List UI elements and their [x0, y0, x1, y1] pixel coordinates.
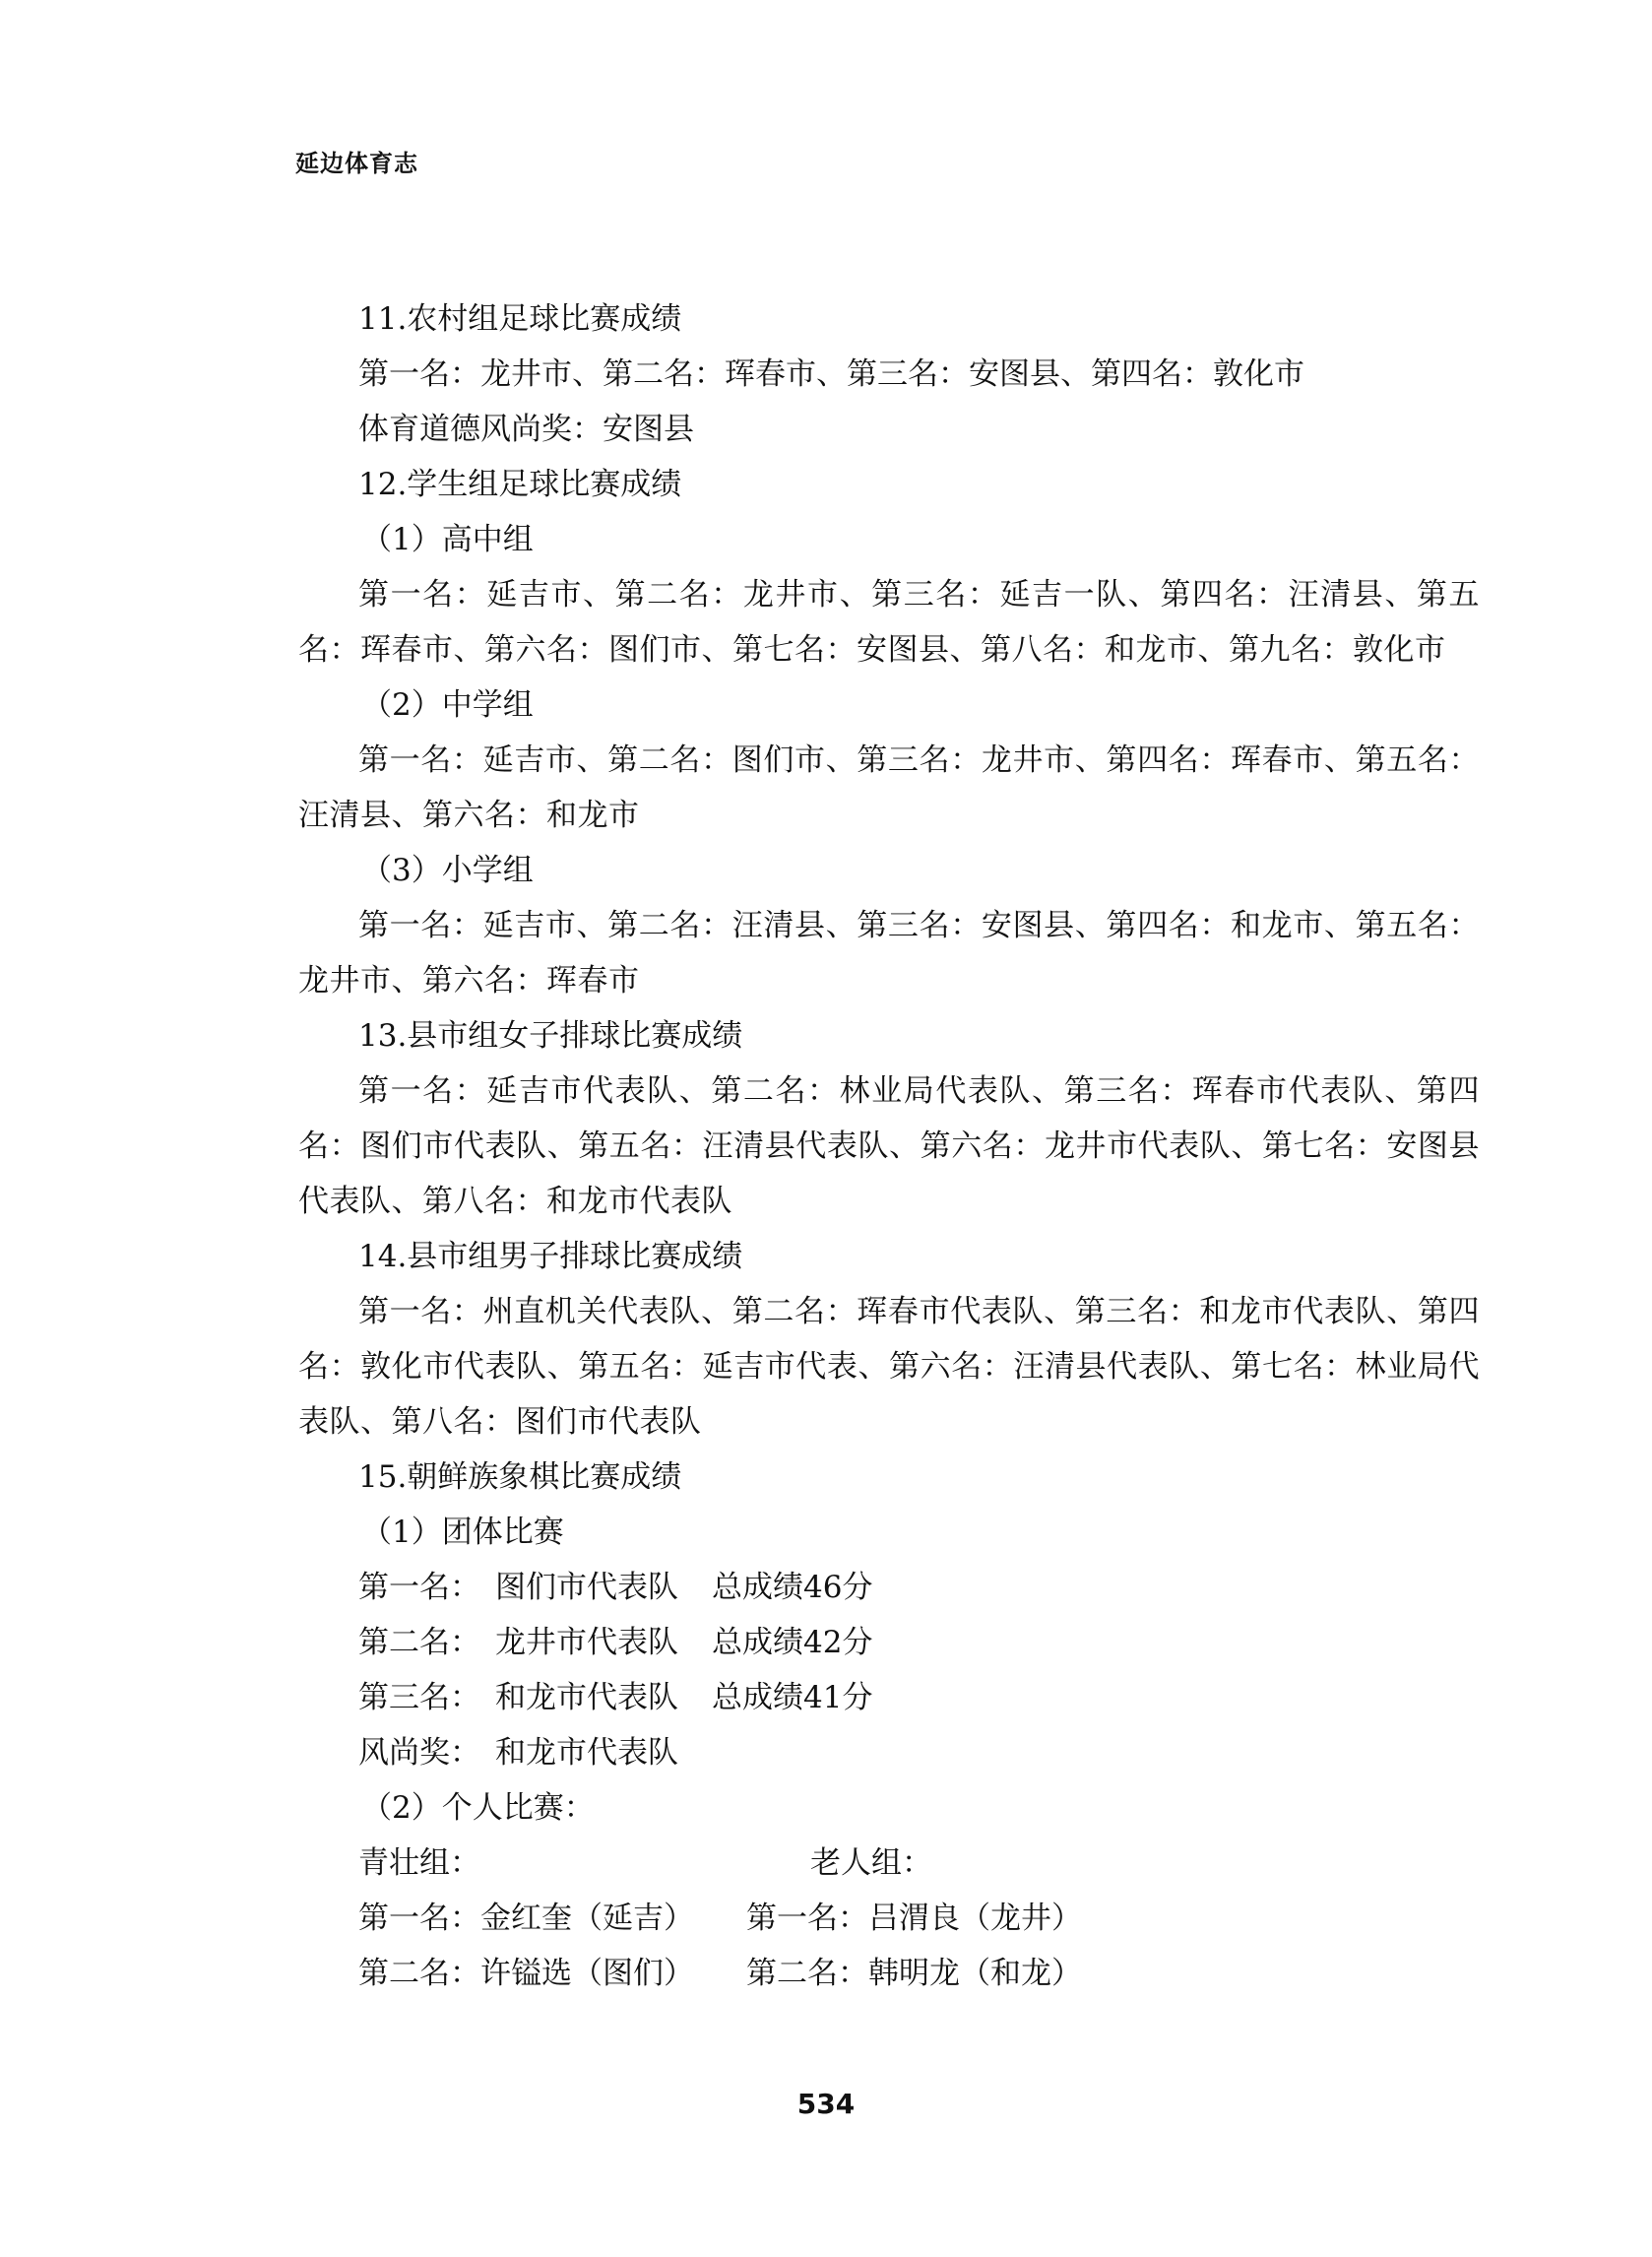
section-12-group-3-label: （3）小学组: [361, 853, 534, 888]
section-11-title: 11.农村组足球比赛成绩: [358, 301, 682, 337]
section-14-results: 第一名：州直机关代表队、第二名：珲春市代表队、第三名：和龙市代表队、第四名：敦化市代表队、第五名：延吉市代表、第六名：汪清县代表队、第七名：林业局代表队、第八名：图们市代表队: [298, 1294, 1480, 1440]
section-12-group-2-label: （2）中学组: [361, 687, 534, 723]
young-group-result: 第一名：金红奎（延吉）: [358, 1901, 694, 1936]
section-12-group-3-results: 第一名：延吉市、第二名：汪清县、第三名：安图县、第四名：和龙市、第五名：龙井市、第六名：珲春市: [298, 908, 1480, 999]
team-rank: 第一名：: [358, 1570, 480, 1605]
old-group-header: 老人组：: [810, 1845, 932, 1881]
team-result-row: [298, 1670, 1480, 1725]
section-13-title: 13.县市组女子排球比赛成绩: [358, 1018, 743, 1054]
section-15-title: 15.朝鲜族象棋比赛成绩: [358, 1459, 682, 1495]
individual-result-row: [298, 1946, 1480, 2001]
section-12-title: 12.学生组足球比赛成绩: [358, 467, 682, 502]
section-13-results: 第一名：延吉市代表队、第二名：林业局代表队、第三名：珲春市代表队、第四名：图们市代表队、第五名：汪清县代表队、第六名：龙井市代表队、第七名：安图县代表队、第八名：和龙市代表队: [298, 1073, 1480, 1219]
fengshang-team: 和龙市代表队: [495, 1735, 678, 1771]
section-15-individual-label: （2）个人比赛：: [361, 1790, 595, 1826]
young-group-header: 青壮组：: [358, 1845, 480, 1881]
fengshang-award-row: [298, 1725, 1480, 1780]
section-15-team-label: （1）团体比赛: [361, 1515, 564, 1550]
team-score: 总成绩42分: [712, 1625, 873, 1660]
old-group-result: 第一名：吕渭良（龙井）: [746, 1901, 1082, 1936]
section-14-title: 14.县市组男子排球比赛成绩: [358, 1239, 743, 1274]
team-result-row: [298, 1615, 1480, 1670]
page-content: [298, 291, 1480, 2001]
team-rank: 第三名：: [358, 1680, 480, 1715]
section-12-group-2-results: 第一名：延吉市、第二名：图们市、第三名：龙井市、第四名：珲春市、第五名：汪清县、第六名：和龙市: [298, 742, 1480, 833]
team-rank: 第二名：: [358, 1625, 480, 1660]
team-name: 图们市代表队: [495, 1570, 678, 1605]
team-result-row: [298, 1560, 1480, 1615]
fengshang-label: 风尚奖：: [358, 1735, 480, 1771]
section-12-group-1-results: 第一名：延吉市、第二名：龙井市、第三名：延吉一队、第四名：汪清县、第五名：珲春市、第六名：图们市、第七名：安图县、第八名：和龙市、第九名：敦化市: [298, 577, 1480, 668]
team-name: 龙井市代表队: [495, 1625, 678, 1660]
page-number: 534: [796, 2088, 856, 2120]
young-group-result: 第二名：许镒选（图们）: [358, 1956, 694, 1991]
team-name: 和龙市代表队: [495, 1680, 678, 1715]
section-11-award: 体育道德风尚奖：安图县: [358, 412, 694, 447]
old-group-result: 第二名：韩明龙（和龙）: [746, 1956, 1082, 1991]
section-11-results: 第一名：龙井市、第二名：珲春市、第三名：安图县、第四名：敦化市: [358, 356, 1304, 392]
team-score: 总成绩41分: [712, 1680, 873, 1715]
individual-result-row: [298, 1891, 1480, 1946]
running-header: 延边体育志: [295, 150, 418, 177]
team-score: 总成绩46分: [712, 1570, 873, 1605]
section-12-group-1-label: （1）高中组: [361, 522, 534, 557]
individual-headers-row: [298, 1836, 1480, 1891]
